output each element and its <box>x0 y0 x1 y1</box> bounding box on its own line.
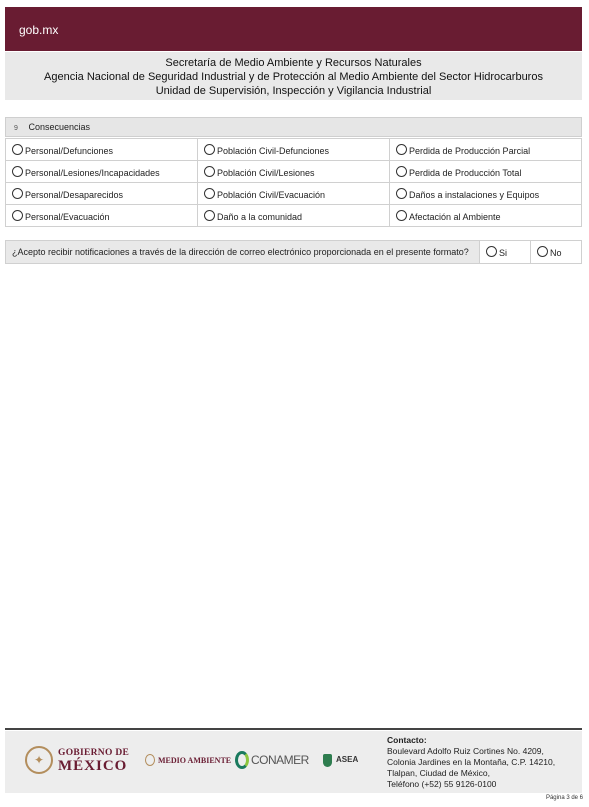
radio-button[interactable] <box>204 210 215 221</box>
options-row <box>6 183 582 205</box>
contact-title: Contacto: <box>387 735 427 745</box>
footer <box>5 731 582 793</box>
conamer-label: CONAMER <box>251 753 309 767</box>
section-title: Consecuencias <box>28 122 91 132</box>
footer-divider <box>5 728 582 730</box>
consent-no-option[interactable] <box>531 241 582 264</box>
options-row <box>6 205 582 227</box>
radio-button[interactable] <box>537 246 548 257</box>
radio-button[interactable] <box>204 144 215 155</box>
radio-button[interactable] <box>396 210 407 221</box>
consent-question: ¿Acepto recibir notificaciones a través de la dirección de correo electrónico proporcionada en el presente formato? <box>6 241 480 264</box>
option-personal-desaparecidos[interactable] <box>6 183 198 205</box>
conamer-mark-icon <box>235 751 249 769</box>
option-afectacion-ambiente[interactable] <box>390 205 582 227</box>
option-poblacion-evacuacion[interactable] <box>198 183 390 205</box>
option-perdida-parcial[interactable] <box>390 139 582 161</box>
option-label: Personal/Defunciones <box>25 145 114 156</box>
option-label: Población Civil-Defunciones <box>217 145 330 156</box>
contact-address-line: Colonia Jardines en la Montaña, C.P. 14210, <box>387 757 556 767</box>
contact-block <box>387 735 555 790</box>
unit-title: Unidad de Supervisión, Inspección y Vigilancia Industrial <box>155 85 432 97</box>
option-personal-lesiones[interactable] <box>6 161 198 183</box>
option-label: Daño a la comunidad <box>217 211 303 222</box>
mexico-label: MÉXICO <box>58 758 128 774</box>
option-label: Perdida de Producción Parcial <box>409 145 531 156</box>
radio-button[interactable] <box>396 144 407 155</box>
eagle-seal-icon: ✦ <box>25 746 53 774</box>
medio-ambiente-label: MEDIO AMBIENTE <box>158 755 232 765</box>
option-perdida-total[interactable] <box>390 161 582 183</box>
consent-yes-option[interactable] <box>480 241 531 264</box>
asea-label: ASEA <box>336 755 359 764</box>
radio-button[interactable] <box>12 144 23 155</box>
secretaria-title: Secretaría de Medio Ambiente y Recursos Naturales <box>165 57 422 69</box>
consent-yes-label: Si <box>499 248 508 258</box>
gobierno-label: GOBIERNO DE <box>58 748 130 758</box>
option-label: Personal/Desaparecidos <box>25 189 124 200</box>
contact-address-line: Boulevard Adolfo Ruiz Cortines No. 4209, <box>387 746 544 756</box>
option-dano-comunidad[interactable] <box>198 205 390 227</box>
consent-row <box>6 241 582 264</box>
option-label: Personal/Evacuación <box>25 211 110 222</box>
radio-button[interactable] <box>396 166 407 177</box>
radio-button[interactable] <box>12 188 23 199</box>
agency-title: Agencia Nacional de Seguridad Industrial y de Protección al Medio Ambiente del Sector Hidrocarburos <box>44 71 543 83</box>
option-label: Perdida de Producción Total <box>409 167 522 178</box>
option-personal-evacuacion[interactable] <box>6 205 198 227</box>
notification-consent <box>5 240 582 264</box>
option-label: Población Civil/Lesiones <box>217 167 315 178</box>
radio-button[interactable] <box>396 188 407 199</box>
page-number: Página 3 de 6 <box>545 795 583 801</box>
option-personal-defunciones[interactable] <box>6 139 198 161</box>
radio-button[interactable] <box>12 166 23 177</box>
option-label: Daños a instalaciones y Equipos <box>409 189 540 200</box>
option-label: Personal/Lesiones/Incapacidades <box>25 167 160 178</box>
consent-no-label: No <box>550 248 562 258</box>
top-bar <box>5 7 582 51</box>
option-label: Población Civil/Evacuación <box>217 189 326 200</box>
contact-phone: Teléfono (+52) 55 9126-0100 <box>387 779 497 789</box>
asea-logo <box>323 743 358 777</box>
option-danos-instalaciones[interactable] <box>390 183 582 205</box>
agency-header <box>5 52 582 100</box>
radio-button[interactable] <box>204 188 215 199</box>
section-header-consecuencias <box>5 117 582 137</box>
section-number: 9 <box>14 125 18 132</box>
gobierno-de-mexico-logo <box>25 743 129 777</box>
radio-button[interactable] <box>12 210 23 221</box>
options-row <box>6 139 582 161</box>
options-row <box>6 161 582 183</box>
gob-mx-logo[interactable]: gob.mx <box>19 23 59 37</box>
seal-icon <box>145 754 155 766</box>
option-poblacion-lesiones[interactable] <box>198 161 390 183</box>
contact-address-line: Tlalpan, Ciudad de México, <box>387 768 491 778</box>
radio-button[interactable] <box>204 166 215 177</box>
option-label: Afectación al Ambiente <box>409 211 501 222</box>
consequences-options-table <box>5 138 582 227</box>
option-poblacion-defunciones[interactable] <box>198 139 390 161</box>
asea-shield-icon <box>323 754 332 767</box>
radio-button[interactable] <box>486 246 497 257</box>
medio-ambiente-logo <box>145 743 231 777</box>
conamer-logo <box>235 743 309 777</box>
